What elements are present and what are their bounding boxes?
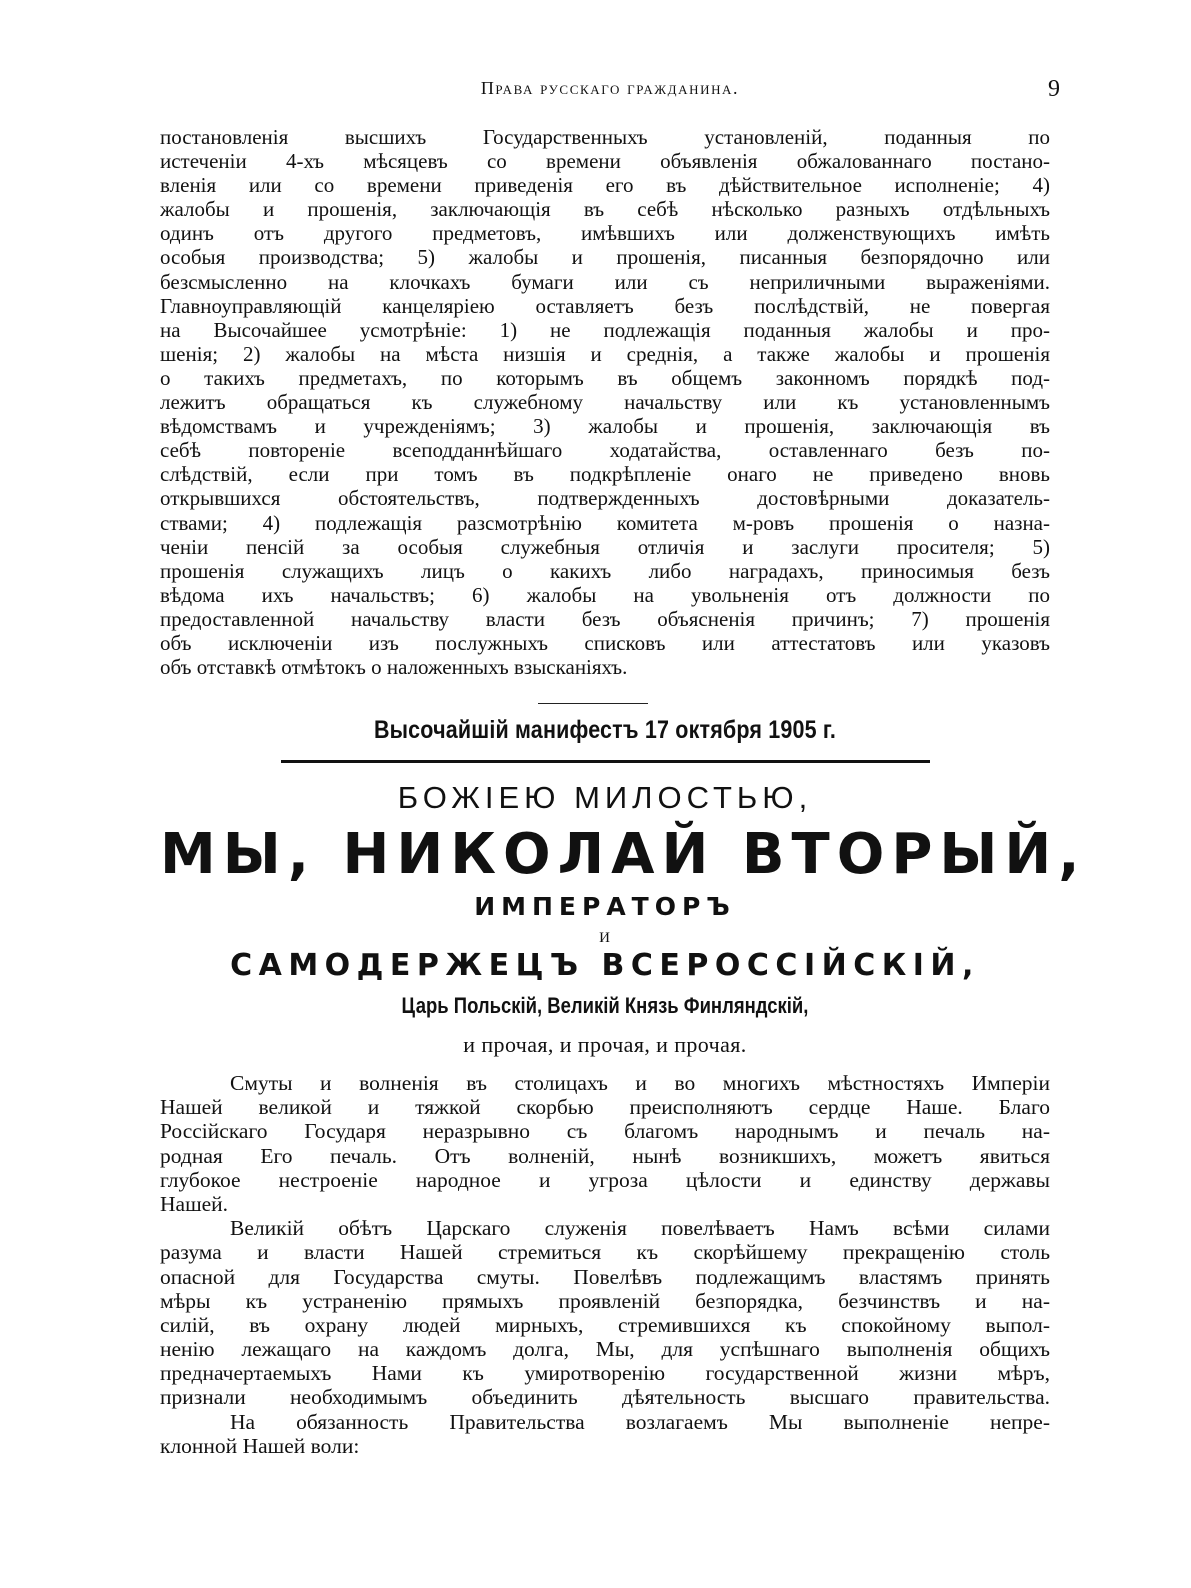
running-title: Права русскаго гражданина. <box>480 78 740 98</box>
text-line: безсмысленно на клочкахъ бумаги или съ неприличными выраженіями. <box>160 269 1050 294</box>
text-line: На обязанность Правительства возлагаемъ Мы выполненіе непре- <box>230 1409 1050 1434</box>
text-line: предоставленной начальству власти безъ объясненія причинъ; 7) прошенія <box>160 606 1050 631</box>
text-line: признали необходимымъ объединить дѣятельность высшаго правительства. <box>160 1385 1050 1410</box>
text-line: Великій обѣтъ Царскаго служенія повелѣваетъ Намъ всѣми силами <box>230 1216 1050 1241</box>
text-line: особыя производства; 5) жалобы и прошенія, писанныя безпорядочно или <box>160 245 1050 270</box>
text-line: Главноуправляющій канцеляріею оставляетъ безъ послѣдствій, не повергая <box>160 293 1050 318</box>
text-line: на Высочайшее усмотрѣніе: 1) не подлежащія поданныя жалобы и про- <box>160 317 1050 342</box>
text-line: предначертаемыхъ Нами къ умиротворенію государственной жизни мѣръ, <box>160 1361 1050 1386</box>
text-line: мѣры къ устраненію прямыхъ проявленій безпорядка, безчинствъ и на- <box>160 1288 1050 1313</box>
invocation-etc: и прочая, и прочая, и прочая. <box>463 1032 747 1057</box>
text-line: Нашей. <box>160 1191 229 1216</box>
text-line: жалобы и прошенія, заключающія въ себѣ нѣсколько разныхъ отдѣльныхъ <box>160 197 1050 222</box>
text-line: шенія; 2) жалобы на мѣста низшія и среднія, а также жалобы и прошенія <box>160 341 1050 366</box>
text-line: клонной Нашей воли: <box>160 1433 360 1458</box>
invocation-emperor: ИМПЕРАТОРЪ <box>474 892 736 921</box>
text-line: Нашей великой и тяжкой скорбью преисполняютъ сердце Наше. Благо <box>160 1095 1050 1120</box>
preceding-paragraph <box>160 125 1050 679</box>
text-line: Россійскаго Государя неразрывно съ благомъ народнымъ и печаль на- <box>160 1119 1050 1144</box>
section-divider <box>538 703 648 704</box>
text-line: разума и власти Нашей стремиться къ скорѣйшему прекращенію столь <box>160 1240 1050 1265</box>
text-line: ненію лежащаго на каждомъ долга, Мы, для успѣшнаго выполненія общихъ <box>160 1337 1050 1362</box>
manifesto-heading: Высочайшій манифестъ 17 октября 1905 г. <box>373 716 837 744</box>
text-line: глубокое нестроеніе народное и угроза цѣлости и единству державы <box>160 1167 1050 1192</box>
invocation-grace: БОЖІЕЮ МИЛОСТЬЮ, <box>397 780 813 815</box>
text-line: о такихъ предметахъ, по которымъ въ общемъ законномъ порядкѣ под- <box>160 365 1050 390</box>
text-line: силій, въ охрану людей мирныхъ, стремившихся къ спокойному выпол- <box>160 1312 1050 1337</box>
text-line: ченіи пенсій за особыя служебныя отличія и заслуги просителя; 5) <box>160 534 1050 559</box>
invocation-conjunction: И <box>599 930 611 946</box>
text-line: опасной для Государства смуты. Повелѣвъ подлежащимъ властямъ принять <box>160 1264 1050 1289</box>
text-line: себѣ повтореніе всеподданнѣйшаго ходатайства, оставленнаго безъ по- <box>160 438 1050 463</box>
text-line: открывшихся обстоятельствъ, подтвержденныхъ достовѣрными доказатель- <box>160 486 1050 511</box>
text-line: истеченіи 4-хъ мѣсяцевъ со времени объявленія обжалованнаго постано- <box>160 149 1050 174</box>
text-line: слѣдствій, если при томъ въ подкрѣпленіе онаго не приведено вновь <box>160 462 1050 487</box>
invocation-monarch: МЫ, НИКОЛАЙ ВТОРЫЙ, <box>160 822 1087 887</box>
text-line: вленія или со времени приведенія его въ дѣйствительное исполненіе; 4) <box>160 173 1050 198</box>
text-line: прошенія служащихъ лицъ о какихъ либо наградахъ, приносимыя безъ <box>160 558 1050 583</box>
manifesto-body <box>160 1071 1050 1458</box>
text-line: лежитъ обращаться къ служебному начальству или къ установленнымъ <box>160 390 1050 415</box>
page-number: 9 <box>1048 76 1060 102</box>
heading-underline <box>281 760 930 763</box>
invocation-titles: Царь Польскій, Великій Князь Финляндскій, <box>401 993 809 1018</box>
invocation-autocrat: САМОДЕРЖЕЦЪ ВСЕРОССІЙСКІЙ, <box>230 948 980 983</box>
text-line: одинъ отъ другого предметовъ, имѣвшихъ или долженствующихъ имѣть <box>160 221 1050 246</box>
text-line: объ исключеніи изъ послужныхъ списковъ или аттестатовъ или указовъ <box>160 630 1050 655</box>
text-line: родная Его печаль. Отъ волненій, нынѣ возникшихъ, можетъ явиться <box>160 1143 1050 1168</box>
text-line: ствами; 4) подлежащія разсмотрѣнію комитета м-ровъ прошенія о назна- <box>160 510 1050 535</box>
text-line: Смуты и волненія въ столицахъ и во многихъ мѣстностяхъ Имперіи <box>230 1071 1050 1095</box>
text-line: вѣдома ихъ начальствъ; 6) жалобы на увольненія отъ должности по <box>160 582 1050 607</box>
text-line: объ отставкѣ отмѣтокъ о наложенныхъ взысканіяхъ. <box>160 655 628 680</box>
running-head <box>160 78 1060 108</box>
text-line: постановленія высшихъ Государственныхъ установленій, поданныя по <box>160 125 1050 149</box>
text-line: вѣдомствамъ и учрежденіямъ; 3) жалобы и прошенія, заключающія въ <box>160 414 1050 439</box>
